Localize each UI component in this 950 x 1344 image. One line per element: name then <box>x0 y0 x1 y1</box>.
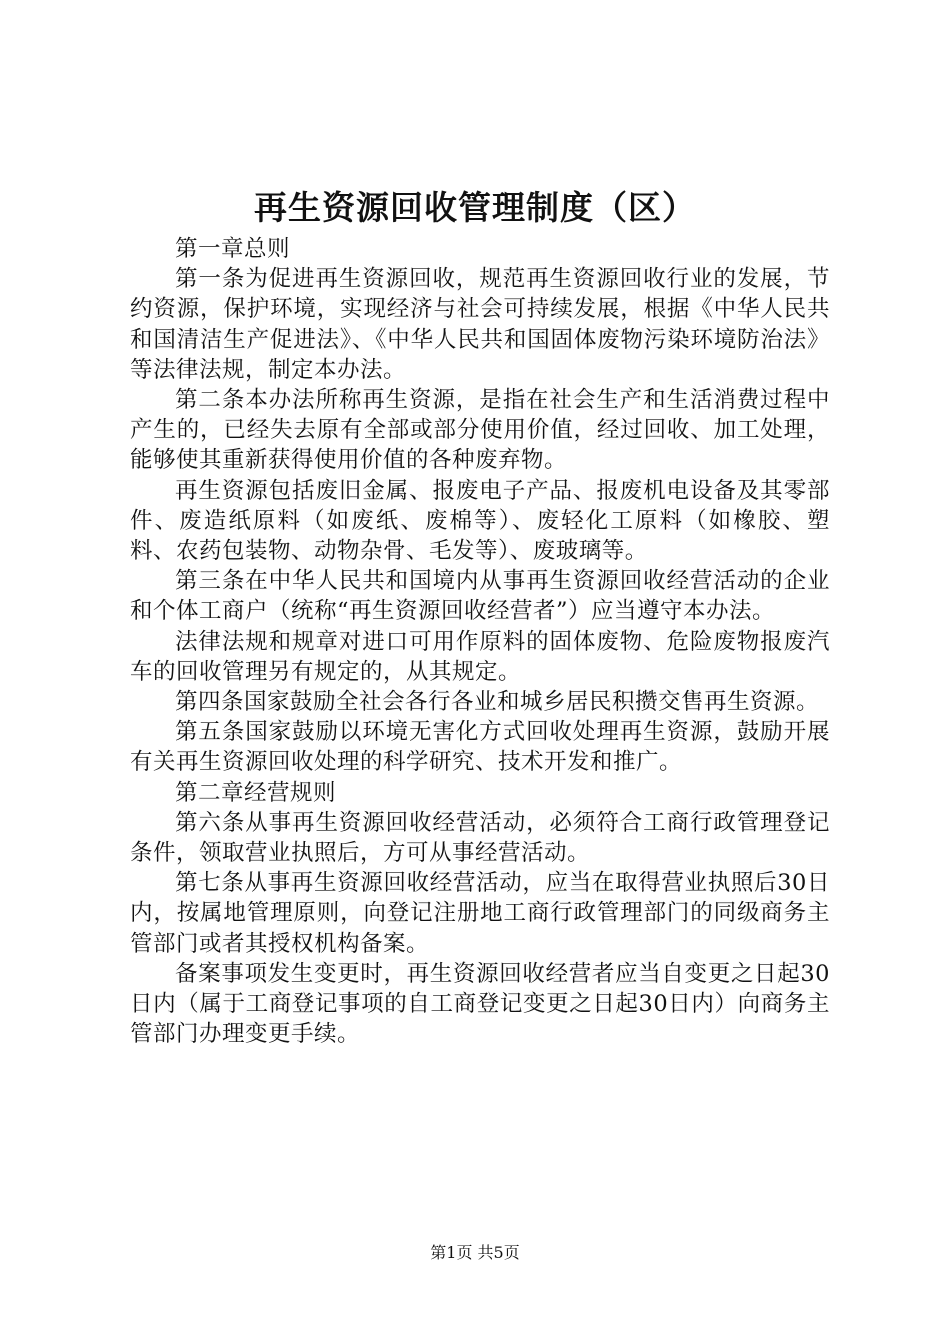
paragraph: 第六条从事再生资源回收经营活动，必须符合工商行政管理登记条件，领取营业执照后，方可从事经营活动。 <box>130 809 830 867</box>
paragraph: 备案事项发生变更时，再生资源回收经营者应当自变更之日起30日内（属于工商登记事项的自工商登记变更之日起30日内）向商务主管部门办理变更手续。 <box>130 960 830 1048</box>
document-title: 再生资源回收管理制度（区） <box>254 188 696 227</box>
paragraph: 法律法规和规章对进口可用作原料的固体废物、危险废物报废汽车的回收管理另有规定的，从其规定。 <box>130 628 830 685</box>
page-number: 第1页 共5页 <box>430 1243 520 1262</box>
paragraph: 再生资源包括废旧金属、报废电子产品、报废机电设备及其零部件、废造纸原料（如废纸、废棉等）、废轻化工原料（如橡胶、塑料、农药包装物、动物杂骨、毛发等）、废玻璃等。 <box>130 477 830 565</box>
document-body <box>130 234 830 1049</box>
paragraph: 第七条从事再生资源回收经营活动，应当在取得营业执照后30日内，按属地管理原则，向登记注册地工商行政管理部门的同级商务主管部门或者其授权机构备案。 <box>130 870 830 957</box>
chapter-heading: 第二章经营规则 <box>175 779 337 806</box>
paragraph: 第一条为促进再生资源回收，规范再生资源回收行业的发展，节约资源，保护环境，实现经济与社会可持续发展，根据《中华人民共和国清洁生产促进法》、《中华人民共和国固体废物污染环境防治法》等法律法规，制定本办法。 <box>130 266 830 383</box>
paragraph: 第五条国家鼓励以环境无害化方式回收处理再生资源，鼓励开展有关再生资源回收处理的科学研究、技术开发和推广。 <box>130 719 830 776</box>
paragraph: 第三条在中华人民共和国境内从事再生资源回收经营活动的企业和个体工商户（统称“再生资源回收经营者”）应当遵守本办法。 <box>130 568 830 625</box>
paragraph: 第四条国家鼓励全社会各行各业和城乡居民积攒交售再生资源。 <box>175 689 820 716</box>
chapter-heading: 第一章总则 <box>175 236 291 262</box>
paragraph: 第二条本办法所称再生资源，是指在社会生产和生活消费过程中产生的，已经失去原有全部或部分使用价值，经过回收、加工处理，能够使其重新获得使用价值的各种废弃物。 <box>130 387 830 474</box>
